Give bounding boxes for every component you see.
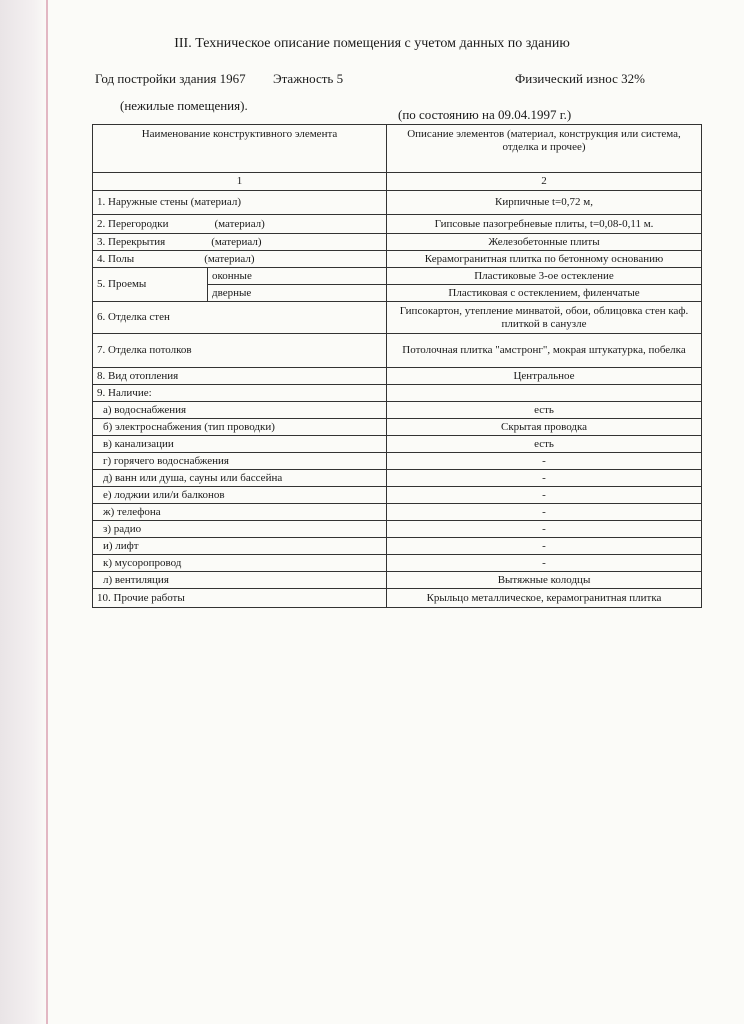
row-name-material: (материал) [204, 252, 255, 265]
row-desc: Вытяжные колодцы [387, 572, 702, 589]
row-desc: Потолочная плитка "амстронг", мокрая штукатурка, побелка [387, 334, 702, 368]
table-row [93, 268, 702, 285]
table-row [93, 334, 702, 368]
table-row [93, 487, 702, 504]
column-number-row [93, 173, 702, 191]
premises-type: (нежилые помещения). [120, 98, 248, 113]
row-name: 6. Отделка стен [93, 302, 387, 334]
row-name-material: (материал) [211, 235, 262, 248]
table-row [93, 191, 702, 215]
row-name [93, 215, 387, 234]
spec-table [92, 124, 702, 608]
year-built: Год постройки здания 1967 [95, 71, 246, 86]
table-row [93, 402, 702, 419]
row-name: 5. Проемы [93, 268, 208, 302]
table-row [93, 251, 702, 268]
table-row [93, 572, 702, 589]
row-name: в) канализации [93, 436, 387, 453]
section-title: III. Техническое описание помещения с учетом данных по зданию [174, 36, 570, 51]
row-name: е) лоджии или/и балконов [93, 487, 387, 504]
row-name: к) мусоропровод [93, 555, 387, 572]
row-name: 1. Наружные стены (материал) [93, 191, 387, 215]
row-desc: Железобетонные плиты [387, 234, 702, 251]
table-header-row [93, 125, 702, 173]
row-desc: Пластиковые 3-ое остекление [387, 268, 702, 285]
row-name [93, 251, 387, 268]
table-row [93, 436, 702, 453]
row-name: 9. Наличие: [93, 385, 387, 402]
table-row [93, 234, 702, 251]
row-name [93, 234, 387, 251]
row-desc: Керамогранитная плитка по бетонному основанию [387, 251, 702, 268]
table-row [93, 470, 702, 487]
table-row [93, 521, 702, 538]
table-row [93, 302, 702, 334]
row-desc: - [387, 521, 702, 538]
as-of-date: (по состоянию на 09.04.1997 г.) [398, 107, 572, 122]
row-name: 8. Вид отопления [93, 368, 387, 385]
table-row [93, 385, 702, 402]
floor-count: Этажность 5 [273, 71, 344, 86]
row-name-label: 2. Перегородки [97, 217, 169, 230]
row-name-label: 3. Перекрытия [97, 235, 166, 248]
row-name: ж) телефона [93, 504, 387, 521]
page-fold-shadow [0, 0, 48, 1024]
table-row [93, 555, 702, 572]
row-desc: Кирпичные t=0,72 м, [387, 191, 702, 215]
page-fold-line [46, 0, 48, 1024]
row-desc: - [387, 555, 702, 572]
row-desc [387, 385, 702, 402]
row-desc: - [387, 538, 702, 555]
row-name: г) горячего водоснабжения [93, 453, 387, 470]
row-desc: - [387, 453, 702, 470]
row-name-label: 4. Полы [97, 252, 135, 265]
row-desc: Гипсокартон, утепление минватой, обои, облицовка стен каф. плиткой в санузле [387, 302, 702, 334]
table-row [93, 453, 702, 470]
row-desc: Центральное [387, 368, 702, 385]
row-name-material: (материал) [214, 217, 265, 230]
row-desc: - [387, 487, 702, 504]
row-name: а) водоснабжения [93, 402, 387, 419]
row-desc: Скрытая проводка [387, 419, 702, 436]
row-desc: - [387, 504, 702, 521]
table-row [93, 419, 702, 436]
col2-number: 2 [387, 173, 702, 191]
row-name: б) электроснабжения (тип проводки) [93, 419, 387, 436]
row-desc: Гипсовые пазогребневые плиты, t=0,08-0,11 м. [387, 215, 702, 234]
table-row [93, 215, 702, 234]
col1-number: 1 [93, 173, 387, 191]
row-subname: дверные [208, 285, 387, 302]
table-row [93, 589, 702, 608]
row-name: л) вентиляция [93, 572, 387, 589]
row-name: 7. Отделка потолков [93, 334, 387, 368]
row-name: з) радио [93, 521, 387, 538]
table-row [93, 538, 702, 555]
row-name: 10. Прочие работы [93, 589, 387, 608]
row-desc: Пластиковая с остеклением, филенчатые [387, 285, 702, 302]
physical-wear: Физический износ 32% [515, 71, 645, 86]
col1-header: Наименование конструктивного элемента [93, 125, 387, 173]
row-desc: есть [387, 436, 702, 453]
row-desc: есть [387, 402, 702, 419]
row-subname: оконные [208, 268, 387, 285]
row-name: и) лифт [93, 538, 387, 555]
row-desc: Крыльцо металлическое, керамогранитная плитка [387, 589, 702, 608]
row-desc: - [387, 470, 702, 487]
row-name: д) ванн или душа, сауны или бассейна [93, 470, 387, 487]
table-row [93, 504, 702, 521]
table-row [93, 368, 702, 385]
col2-header: Описание элементов (материал, конструкция или система, отделка и прочее) [387, 125, 702, 173]
